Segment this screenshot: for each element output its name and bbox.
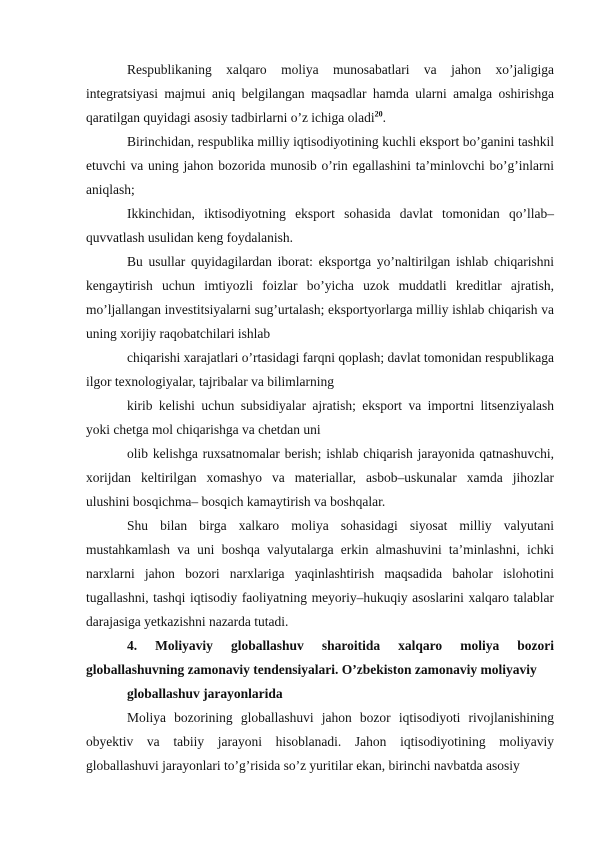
paragraph-globalization: Moliya bozorining globallashuvi jahon bozor iqtisodiyoti rivojlanishining obyektiv va tabiiy jarayoni hisoblanadi. Jahon iqtisodiyotining moliyaviy globallashuvi jarayonlari to’g’risida so’z yuritilar ekan, birinchi navbatda asosiy	[86, 710, 554, 773]
paragraph-second-measure: Ikkinchidan, iktisodiyotning eksport sohasida davlat tomonidan qo’llab–quvvatlash usulidan keng foydalanish.	[86, 206, 554, 245]
section-heading: 4. Moliyaviy globallashuv sharoitida xalqaro moliya bozori globallashuvning zamonaviy tendensiyalari. O’zbekiston zamonaviy moliyaviy	[86, 638, 554, 677]
paragraph-policy: Shu bilan birga xalkaro moliya sohasidagi siyosat milliy valyutani mustahkamlash va uni boshqa valyutalarga erkin almashuvini ta’minlashni, ichki narxlarni jahon bozori narxlariga yaqinlashtirish maqsadida baholar islohotini tugallashni, tashqi iqtisodiy faoliyatning meyoriy–hukuqiy asoslarini xalqaro talablar darajasiga yetkazishni nazarda tutadi.	[86, 518, 554, 629]
paragraph-subsidies: kirib kelishi uchun subsidiyalar ajratish; eksport va importni litsenziyalash yoki chetga mol chiqarishga va chetdan uni	[86, 398, 554, 437]
paragraph-tail: .	[382, 110, 387, 125]
paragraph-integration-intro	[86, 58, 554, 130]
paragraph-first-measure: Birinchidan, respublika milliy iqtisodiyotining kuchli eksport bo’ganini tashkil etuvchi va uning jahon bozorida munosib o’rin egallashini ta’minlovchi bo’g’inlarni aniqlash;	[86, 134, 554, 197]
paragraph-methods: Bu usullar quyidagilardan iborat: eksportga yo’naltirilgan ishlab chiqarishni kengaytirish uchun imtiyozli foizlar bo’yicha uzok muddatli kreditlar ajratish, mo’ljallangan investitsiyalarni sug’urtalash; eksportyorlarga milliy ishlab chiqarish va uning xorijiy raqobatchilari ishlab	[86, 254, 554, 341]
footnote-reference[interactable]: 20	[374, 109, 383, 119]
paragraph-cost-compensation: chiqarishi xarajatlari o’rtasidagi farqni qoplash; davlat tomonidan respublikaga ilgor texnologiyalar, tajribalar va bilimlarning	[86, 350, 554, 389]
paragraph-text: Respublikaning xalqaro moliya munosabatlari va jahon xo’jaligiga integratsiyasi majmui aniq belgilangan maqsadlar hamda ularni amalga oshirishga qaratilgan quyidagi asosiy tadbirlarni o’z ichiga oladi	[86, 62, 554, 125]
section-heading-continuation: globallashuv jarayonlarida	[127, 686, 283, 701]
paragraph-permits: olib kelishga ruxsatnomalar berish; ishlab chiqarish jarayonida qatnashuvchi, xorijdan keltirilgan xomashyo va materiallar, asbob–uskunalar xamda jihozlar ulushini bosqichma– bosqich kamaytirish va boshqalar.	[86, 446, 554, 509]
document-page	[86, 58, 554, 778]
